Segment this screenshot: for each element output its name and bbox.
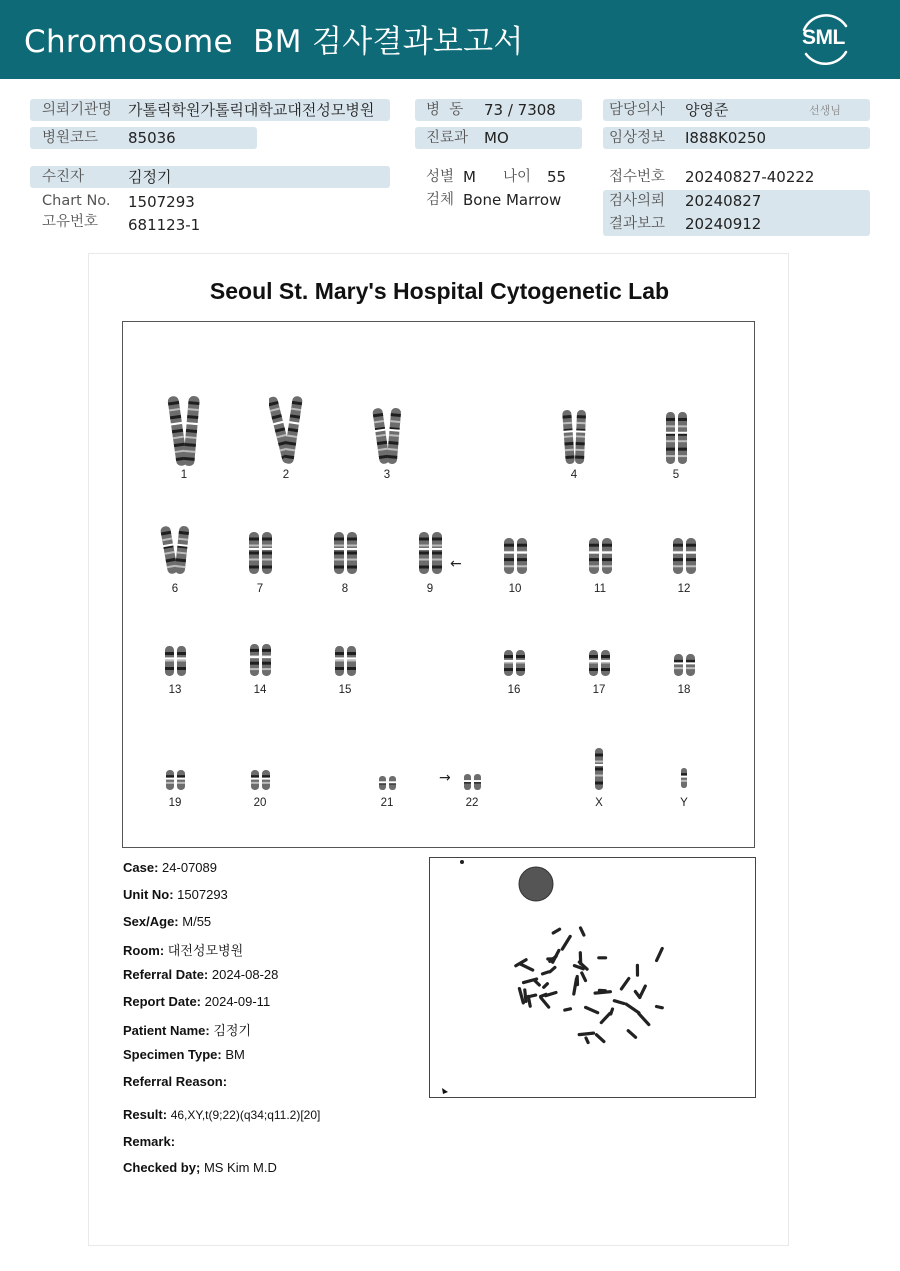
karyotype-label-7: 7 [256,583,264,595]
karyotype-label-6: 6 [171,583,179,595]
department-value: MO [484,129,509,147]
karyotype-label-12: 12 [677,583,691,595]
metaphase-chromosome [596,1035,604,1042]
metaphase-spread-icon [430,858,755,1097]
patient-name-value: 김정기 [213,1023,252,1038]
receipt-label: 접수번호 [609,169,666,185]
patient-name-label: Patient Name: [123,1023,210,1038]
chr9-arrow-icon: ← [450,556,462,572]
chromosome-pair-17 [583,648,616,678]
sexage-line [123,914,211,929]
karyotype-label-11: 11 [594,583,606,595]
doctor-value: 양영준 [685,101,729,119]
institution-label: 의뢰기관명 [42,102,113,118]
chromosome-pair-18 [668,652,701,678]
metaphase-chromosome [553,929,559,933]
metaphase-chromosome [657,1007,663,1008]
department-label: 진료과 [426,130,469,146]
page-title: Chromosome BM 검사결과보고서 [24,24,524,60]
chromosome-pair-5 [660,410,693,466]
chromosome-pair-8 [328,530,363,576]
specimen-type-value: BM [225,1047,245,1062]
metaphase-chromosome [582,973,586,981]
metaphase-chromosome [527,995,536,997]
referral-date-value: 2024-08-28 [211,967,279,982]
metaphase-chromosome [520,964,533,970]
chromosome-pair-4 [558,408,591,466]
chromosome-pair-19 [160,768,191,792]
result-date-value: 20240912 [685,215,762,233]
report-title: Seoul St. Mary's Hospital Cytogenetic Lab [209,278,670,304]
karyotype-label-17: 17 [592,684,606,696]
metaphase-chromosome [640,986,646,997]
logo-text: SML [802,26,845,49]
metaphase-chromosome [535,981,540,985]
request-label: 검사의뢰 [609,193,666,209]
chart-value: 1507293 [128,193,195,211]
case-line [123,860,217,875]
report-date-label: Report Date: [123,994,202,1009]
specimen-value: Bone Marrow [463,191,562,209]
metaphase-chromosome [579,1033,593,1035]
specimen-label: 검체 [426,192,455,208]
metaphase-chromosome [519,989,523,1003]
unit-line [123,887,228,902]
metaphase-chromosome [586,1007,598,1012]
report-date-line [123,994,270,1009]
result-value: 46,XY,t(9;22)(q34;q11.2)[20] [170,1108,321,1122]
metaphase-chromosome [541,998,549,1008]
remark-label: Remark: [123,1134,176,1149]
chromosome-pair-22 [458,772,487,792]
metaphase-chromosome [657,949,663,961]
case-label: Case: [123,860,159,875]
karyotype-label-13: 13 [168,684,182,696]
metaphase-chromosome [639,1014,649,1025]
hospital-code-value: 85036 [128,129,176,147]
checked-line [123,1160,277,1175]
karyotype-label-20: 20 [253,797,267,809]
chromosome-pair-12 [667,536,702,576]
metaphase-chromosome [621,979,628,989]
karyotype-label-21: 21 [380,797,394,809]
sml-logo [796,12,854,68]
chromosome-pair-16 [498,648,531,678]
sexage-value: M/55 [182,914,212,929]
metaphase-chromosome [574,979,577,995]
metaphase-chromosome [525,990,526,1001]
case-value: 24-07089 [162,860,217,875]
karyotype-label-4: 4 [570,469,578,481]
karyotype-label-22: 22 [465,797,479,809]
unique-label: 고유번호 [42,214,99,230]
sex-label: 성별 [426,169,455,185]
chromosome-pair-6 [158,524,193,576]
sex-value: M [463,168,476,186]
karyotype-label-Y: Y [680,797,688,809]
remark-line [123,1134,175,1149]
chromosome-pair-2 [269,394,304,466]
karyotype-label-1: 1 [180,469,188,481]
referral-date-line [123,967,278,982]
karyotype-label-3: 3 [383,469,391,481]
metaphase-chromosome [611,1009,613,1014]
chromosome-pair-10 [498,536,533,576]
room-value: 대전성모병원 [167,943,244,958]
patient-value: 김정기 [128,168,172,186]
karyotype-label-10: 10 [508,583,522,595]
chromosome-pair-7 [243,530,278,576]
chr22-arrow-icon: → [439,770,451,786]
patient-name-line [123,1020,251,1039]
karyotype-label-19: 19 [168,797,182,809]
checked-label: Checked by; [123,1160,201,1175]
referral-reason-label: Referral Reason: [123,1074,228,1089]
chromosome-pair-X [589,746,609,792]
age-label: 나이 [503,169,532,185]
report-sheet [88,253,789,1246]
metaphase-chromosome [614,1001,624,1004]
request-value: 20240827 [685,192,762,210]
chart-label: Chart No. [42,193,111,209]
chromosome-pair-13 [159,644,192,678]
ward-label: 병 동 [426,102,464,118]
karyotype-label-14: 14 [253,684,267,696]
receipt-value: 20240827-40222 [685,168,815,186]
clinical-label: 임상정보 [609,130,666,146]
metaphase-chromosome [626,1004,639,1013]
chromosome-pair-11 [583,536,618,576]
karyotype-label-18: 18 [677,684,691,696]
chromosome-pair-1 [166,394,203,468]
metaphase-chromosome [628,1031,635,1038]
doctor-suffix: 선생님 [809,104,841,117]
room-label: Room: [123,943,165,958]
karyotype-label-X: X [595,797,603,809]
metaphase-image [429,857,756,1098]
patient-label: 수진자 [42,169,85,185]
metaphase-chromosome [546,993,556,996]
hospital-code-label: 병원코드 [42,130,99,146]
chromosome-pair-15 [329,644,362,678]
karyotype-label-5: 5 [672,469,680,481]
metaphase-chromosome [544,984,548,988]
chromosome-pair-3 [370,406,405,466]
metaphase-chromosome [550,967,555,971]
result-label: Result: [123,1107,168,1122]
chromosome-pair-Y [675,766,693,790]
metaphase-chromosome [586,1038,588,1043]
metaphase-chromosome [635,992,640,998]
chromosome-pair-14 [244,642,277,678]
specimen-type-line [123,1047,245,1062]
karyotype-label-9: 9 [426,583,434,595]
institution-value: 가톨릭학원가톨릭대학교대전성모병원 [128,101,375,119]
unit-label: Unit No: [123,887,174,902]
referral-reason-line [123,1074,227,1089]
referral-date-label: Referral Date: [123,967,209,982]
report-date-value: 2024-09-11 [204,994,271,1009]
karyotype-label-8: 8 [341,583,349,595]
metaphase-chromosome [565,1009,571,1010]
metaphase-chromosome [562,936,570,949]
result-line [123,1107,320,1122]
chromosome-pair-9 [413,530,448,576]
chromosome-pair-20 [245,768,276,792]
karyotype-label-16: 16 [507,684,521,696]
sexage-label: Sex/Age: [123,914,179,929]
karyotype-label-2: 2 [282,469,290,481]
specimen-type-label: Specimen Type: [123,1047,222,1062]
room-line [123,940,243,959]
result-date-label: 결과보고 [609,216,666,232]
clinical-value: I888K0250 [685,129,767,147]
checked-value: MS Kim M.D [203,1160,277,1175]
unit-value: 1507293 [177,887,228,902]
karyotype-panel [122,321,755,848]
unique-value: 681123-1 [128,216,201,234]
karyotype-label-15: 15 [338,684,352,696]
metaphase-chromosome [581,928,584,935]
metaphase-chromosome [543,972,549,974]
doctor-label: 담당의사 [609,102,666,118]
ward-value: 73 / 7308 [484,101,556,119]
chromosome-pair-21 [373,774,402,792]
metaphase-chromosome [601,1013,610,1022]
header-bar [0,0,900,79]
age-value: 55 [547,168,567,186]
